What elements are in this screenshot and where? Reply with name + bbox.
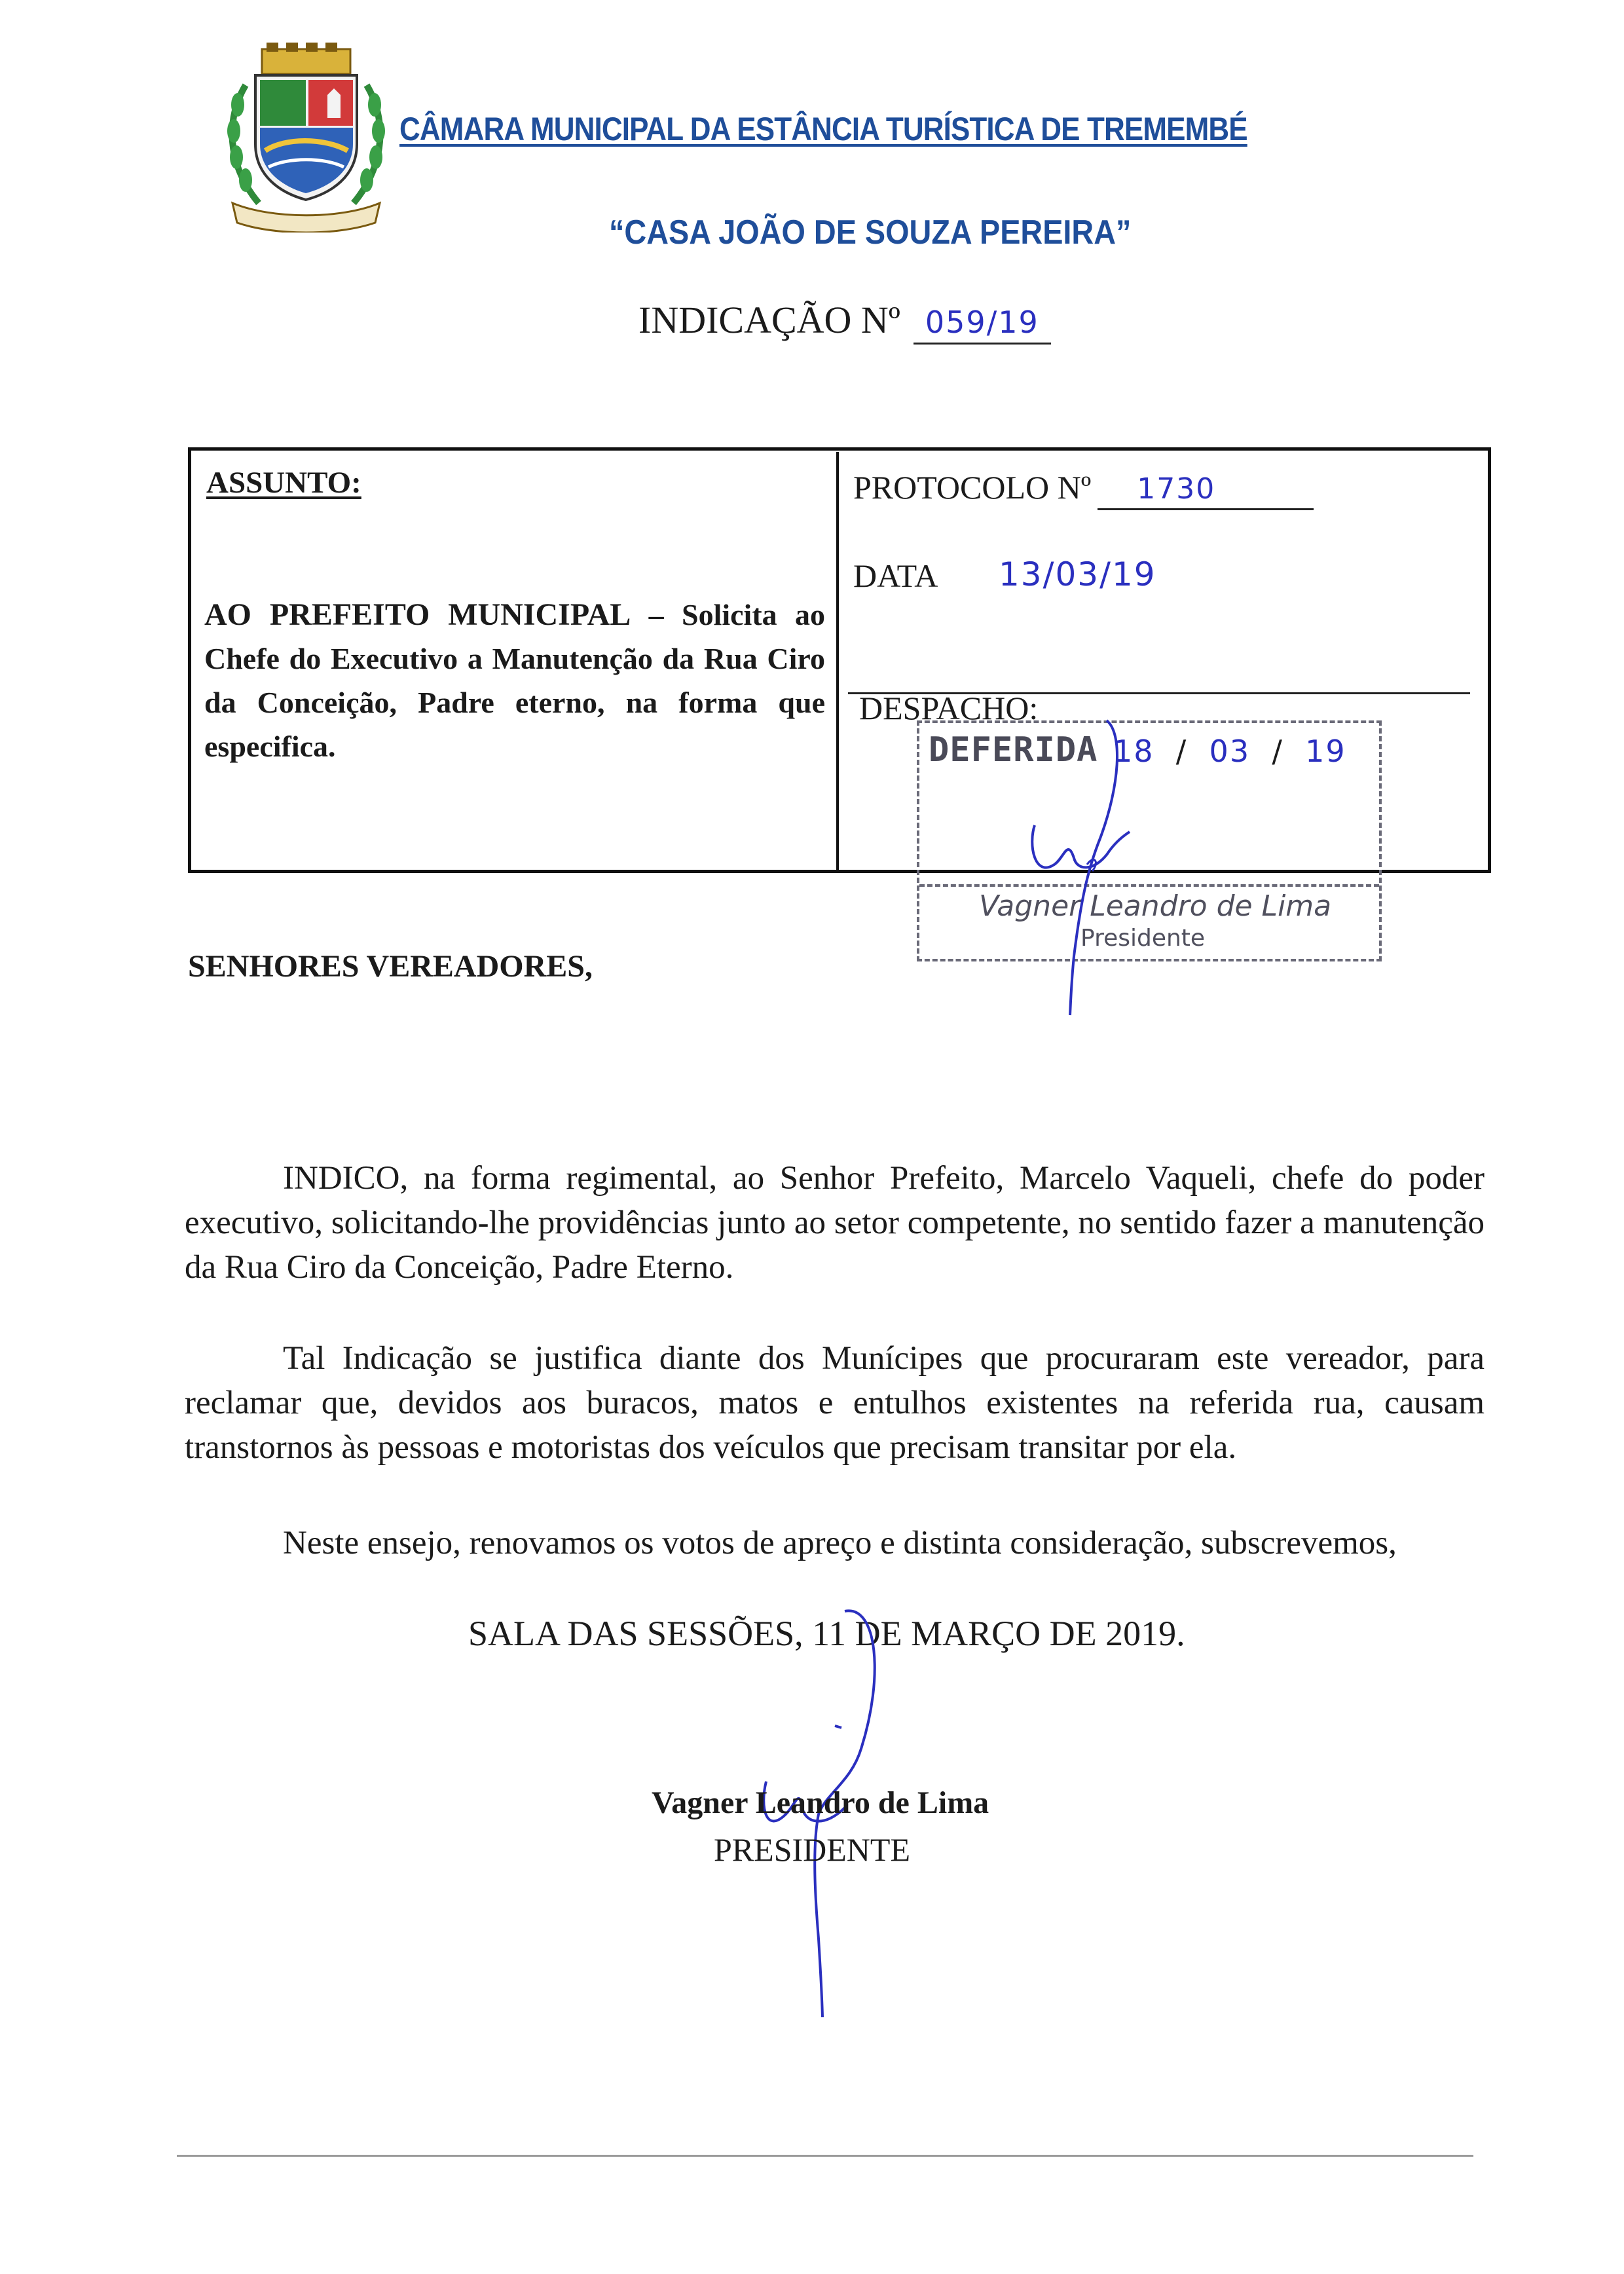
box-divider — [836, 452, 839, 871]
indicacao-label: INDICAÇÃO Nº — [638, 299, 900, 341]
salutation: SENHORES VEREADORES, — [188, 949, 593, 984]
signer-role: PRESIDENTE — [714, 1831, 910, 1868]
stamp-month: 03 — [1209, 734, 1251, 769]
stamp-year: 19 — [1305, 734, 1346, 769]
assunto-text — [204, 593, 825, 768]
place-date: SALA DAS SESSÕES, 11 DE MARÇO DE 2019. — [468, 1614, 1185, 1653]
indicacao-number: 059/19 — [913, 302, 1051, 345]
stamp-status: DEFERIDA — [929, 730, 1098, 770]
stamp-role: Presidente — [1080, 925, 1206, 952]
protocolo-label: PROTOCOLO Nº — [853, 469, 1092, 506]
municipal-crest-icon — [219, 39, 393, 233]
stamp-date: 18 / 03 / 19 — [1113, 734, 1346, 769]
footer-rule — [177, 2155, 1473, 2157]
paragraph-justificativa: Tal Indicação se justifica diante dos Munícipes que procuraram este vereador, para reclamar que, devidos aos buracos, matos e entulhos existentes na referida rua, causam transtornos às pessoas e motoristas dos veículos que precisam transitar por ela. — [185, 1340, 1485, 1466]
paragraph-indico: INDICO, na forma regimental, ao Senhor Prefeito, Marcelo Vaqueli, chefe do poder executivo, solicitando-lhe providências junto ao setor competente, no sentido fazer a manutenção da Rua Ciro da Conceição, Padre Eterno. — [185, 1160, 1485, 1286]
assunto-rest: – Solicita ao Chefe do Executivo a Manutenção da Rua Ciro da Conceição, Padre eterno, na forma que especifica. — [204, 598, 825, 763]
chamber-title: CÂMARA MUNICIPAL DA ESTÂNCIA TURÍSTICA DE TREMEMBÉ — [399, 111, 1247, 147]
stamp-signature-icon — [1008, 707, 1179, 1022]
stamp-day: 18 — [1113, 734, 1154, 769]
paragraph-closing: Neste ensejo, renovamos os votos de apreço e distinta consideração, subscrevemos, — [283, 1525, 1397, 1561]
protocolo-number: 1730 — [1098, 470, 1314, 510]
data-label: DATA — [853, 557, 938, 594]
indicacao-heading — [638, 298, 1051, 345]
house-name: “CASA JOÃO DE SOUZA PEREIRA” — [609, 214, 1132, 252]
despacho-label: DESPACHO: — [859, 690, 1039, 726]
data-value: 13/03/19 — [999, 555, 1156, 593]
protocolo-field — [853, 468, 1314, 510]
signer-name: Vagner Leandro de Lima — [652, 1785, 989, 1820]
assunto-label: ASSUNTO: — [206, 466, 361, 500]
assunto-lead: AO PREFEITO MUNICIPAL — [204, 597, 631, 632]
stamp-name: Vagner Leandro de Lima — [979, 889, 1332, 923]
